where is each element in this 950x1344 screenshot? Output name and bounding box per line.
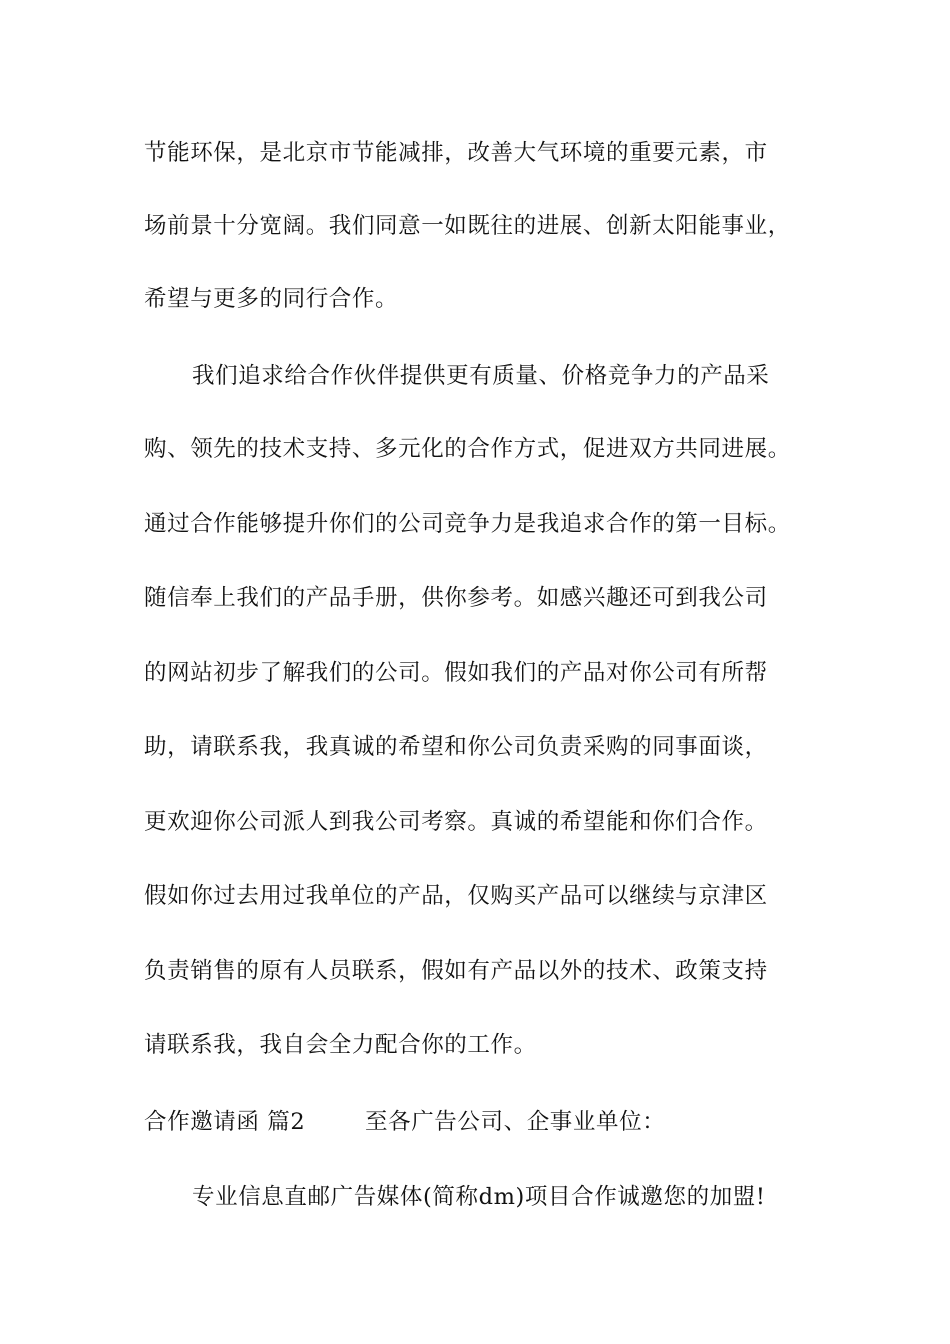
section-heading: 合作邀请函 篇2	[144, 1109, 306, 1135]
paragraph-2-line-3: 通过合作能够提升你们的公司竞争力是我追求合作的第一目标。	[144, 511, 791, 537]
paragraph-3-line-1: 专业信息直邮广告媒体(简称dm)项目合作诚邀您的加盟!	[192, 1184, 766, 1210]
paragraph-2-line-9: 负责销售的原有人员联系，假如有产品以外的技术、政策支持	[144, 958, 768, 984]
paragraph-1-line-3: 希望与更多的同行合作。	[144, 286, 399, 312]
paragraph-2-line-6: 助，请联系我，我真诚的希望和你公司负责采购的同事面谈，	[144, 734, 768, 760]
paragraph-1-line-1: 节能环保，是北京市节能减排，改善大气环境的重要元素，市	[144, 140, 768, 166]
paragraph-2-line-4: 随信奉上我们的产品手册，供你参考。如感兴趣还可到我公司	[144, 585, 768, 611]
paragraph-2-line-8: 假如你过去用过我单位的产品，仅购买产品可以继续与京津区	[144, 883, 768, 909]
paragraph-2-line-1: 我们追求给合作伙伴提供更有质量、价格竞争力的产品采	[192, 363, 770, 389]
paragraph-2-line-10: 请联系我，我自会全力配合你的工作。	[144, 1032, 537, 1058]
paragraph-1-line-2: 场前景十分宽阔。我们同意一如既往的进展、创新太阳能事业，	[144, 213, 791, 239]
salutation: 至各广告公司、企事业单位：	[365, 1109, 666, 1135]
paragraph-2-line-7: 更欢迎你公司派人到我公司考察。真诚的希望能和你们合作。	[144, 809, 768, 835]
paragraph-2-line-5: 的网站初步了解我们的公司。假如我们的产品对你公司有所帮	[144, 660, 768, 686]
paragraph-2-line-2: 购、领先的技术支持、多元化的合作方式，促进双方共同进展。	[144, 436, 791, 462]
